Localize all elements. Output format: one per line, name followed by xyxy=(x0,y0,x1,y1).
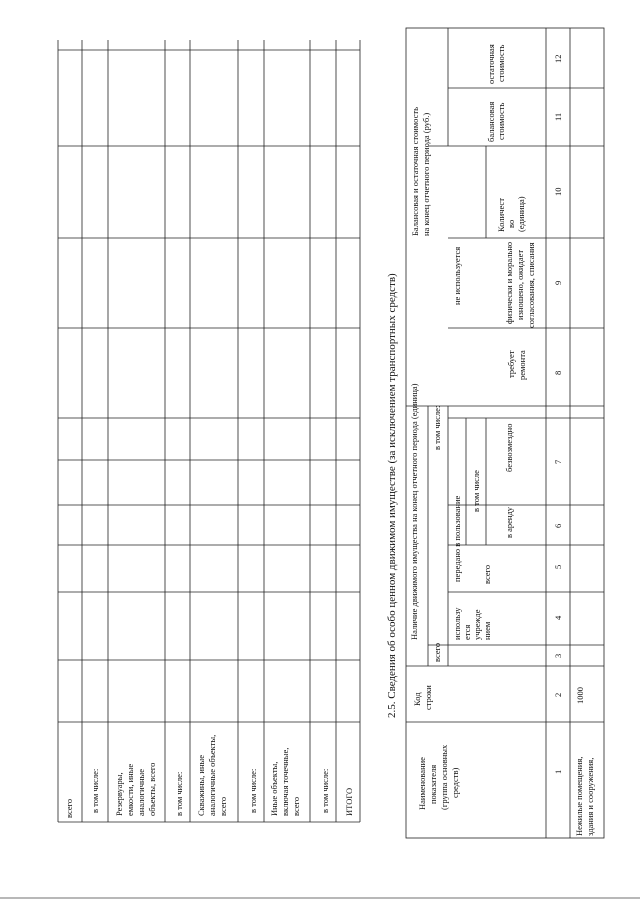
column-number: 9 xyxy=(553,280,563,285)
upper-row-label-itogo: ИТОГО xyxy=(344,787,354,816)
upper-row-label-reservoirs: Резервуары, емкости, иные аналогичные объекты, всего xyxy=(114,762,157,816)
header-quantity: Количест во (единица) xyxy=(496,196,526,232)
upper-table-grid xyxy=(58,40,360,822)
header-transferred-total: всего xyxy=(482,564,492,584)
header-name: Наименование показателя (группа основных средств) xyxy=(417,744,460,810)
column-number: 3 xyxy=(553,653,563,658)
header-book-value: балансовая стоимость xyxy=(486,101,506,142)
header-free: безвозмездно xyxy=(504,423,514,472)
column-number: 5 xyxy=(553,564,563,569)
upper-row-label-total: всего xyxy=(64,798,74,818)
row-code: 1000 xyxy=(575,687,585,704)
section-title: 2.5. Сведения об особо ценном движимом имуществе (за исключением транспортных средств) xyxy=(386,273,398,718)
column-number: 6 xyxy=(553,523,563,528)
header-worn-out: физически и морально изношено, ожидает согласования, списания xyxy=(504,241,536,328)
column-number: 8 xyxy=(553,370,563,375)
column-number: 4 xyxy=(553,615,563,620)
column-number: 7 xyxy=(553,459,563,464)
header-total: всего xyxy=(432,642,442,662)
column-number: 11 xyxy=(553,112,563,121)
row-name: Нежилые помещения, здания и сооружения, xyxy=(574,756,595,836)
scan-edge-line xyxy=(0,897,640,899)
column-number: 12 xyxy=(553,54,563,63)
header-needs-repair: требует ремонта xyxy=(506,350,527,380)
header-residual-value: остаточная стоимость xyxy=(486,44,506,84)
header-lease: в аренду xyxy=(504,506,514,538)
upper-row-label-incl-2: в том числе: xyxy=(174,771,184,816)
upper-row-label-other: Иные объекты, включая точечные, всего xyxy=(269,747,301,816)
header-balance: Балансовая и остаточная стоимость на конец отчетного периода (руб.) xyxy=(410,107,431,236)
upper-row-label-incl-3: в том числе: xyxy=(248,768,258,813)
upper-row-label-incl-4: в том числе: xyxy=(320,768,330,813)
column-number: 10 xyxy=(553,187,563,196)
header-not-used: не используется xyxy=(452,246,462,305)
header-transferred-incl: в том числе xyxy=(471,470,481,512)
column-number: 1 xyxy=(553,769,563,774)
header-code: Код строки xyxy=(412,685,433,710)
first-data-row xyxy=(574,687,595,836)
upper-table-labels xyxy=(64,733,354,818)
header-incl: в том числе: xyxy=(432,405,442,450)
column-number: 2 xyxy=(553,692,563,697)
header-transferred: передано в пользование xyxy=(452,495,462,582)
upper-row-label-wells: Скважины, иные аналогичные объекты, всего xyxy=(196,734,228,816)
header-availability: Наличие движимого имущества на конец отчетного периода (единица) xyxy=(409,383,419,640)
upper-row-label-incl-1: в том числе: xyxy=(90,768,100,813)
header-used: использу ется учрежде нием xyxy=(452,607,492,640)
